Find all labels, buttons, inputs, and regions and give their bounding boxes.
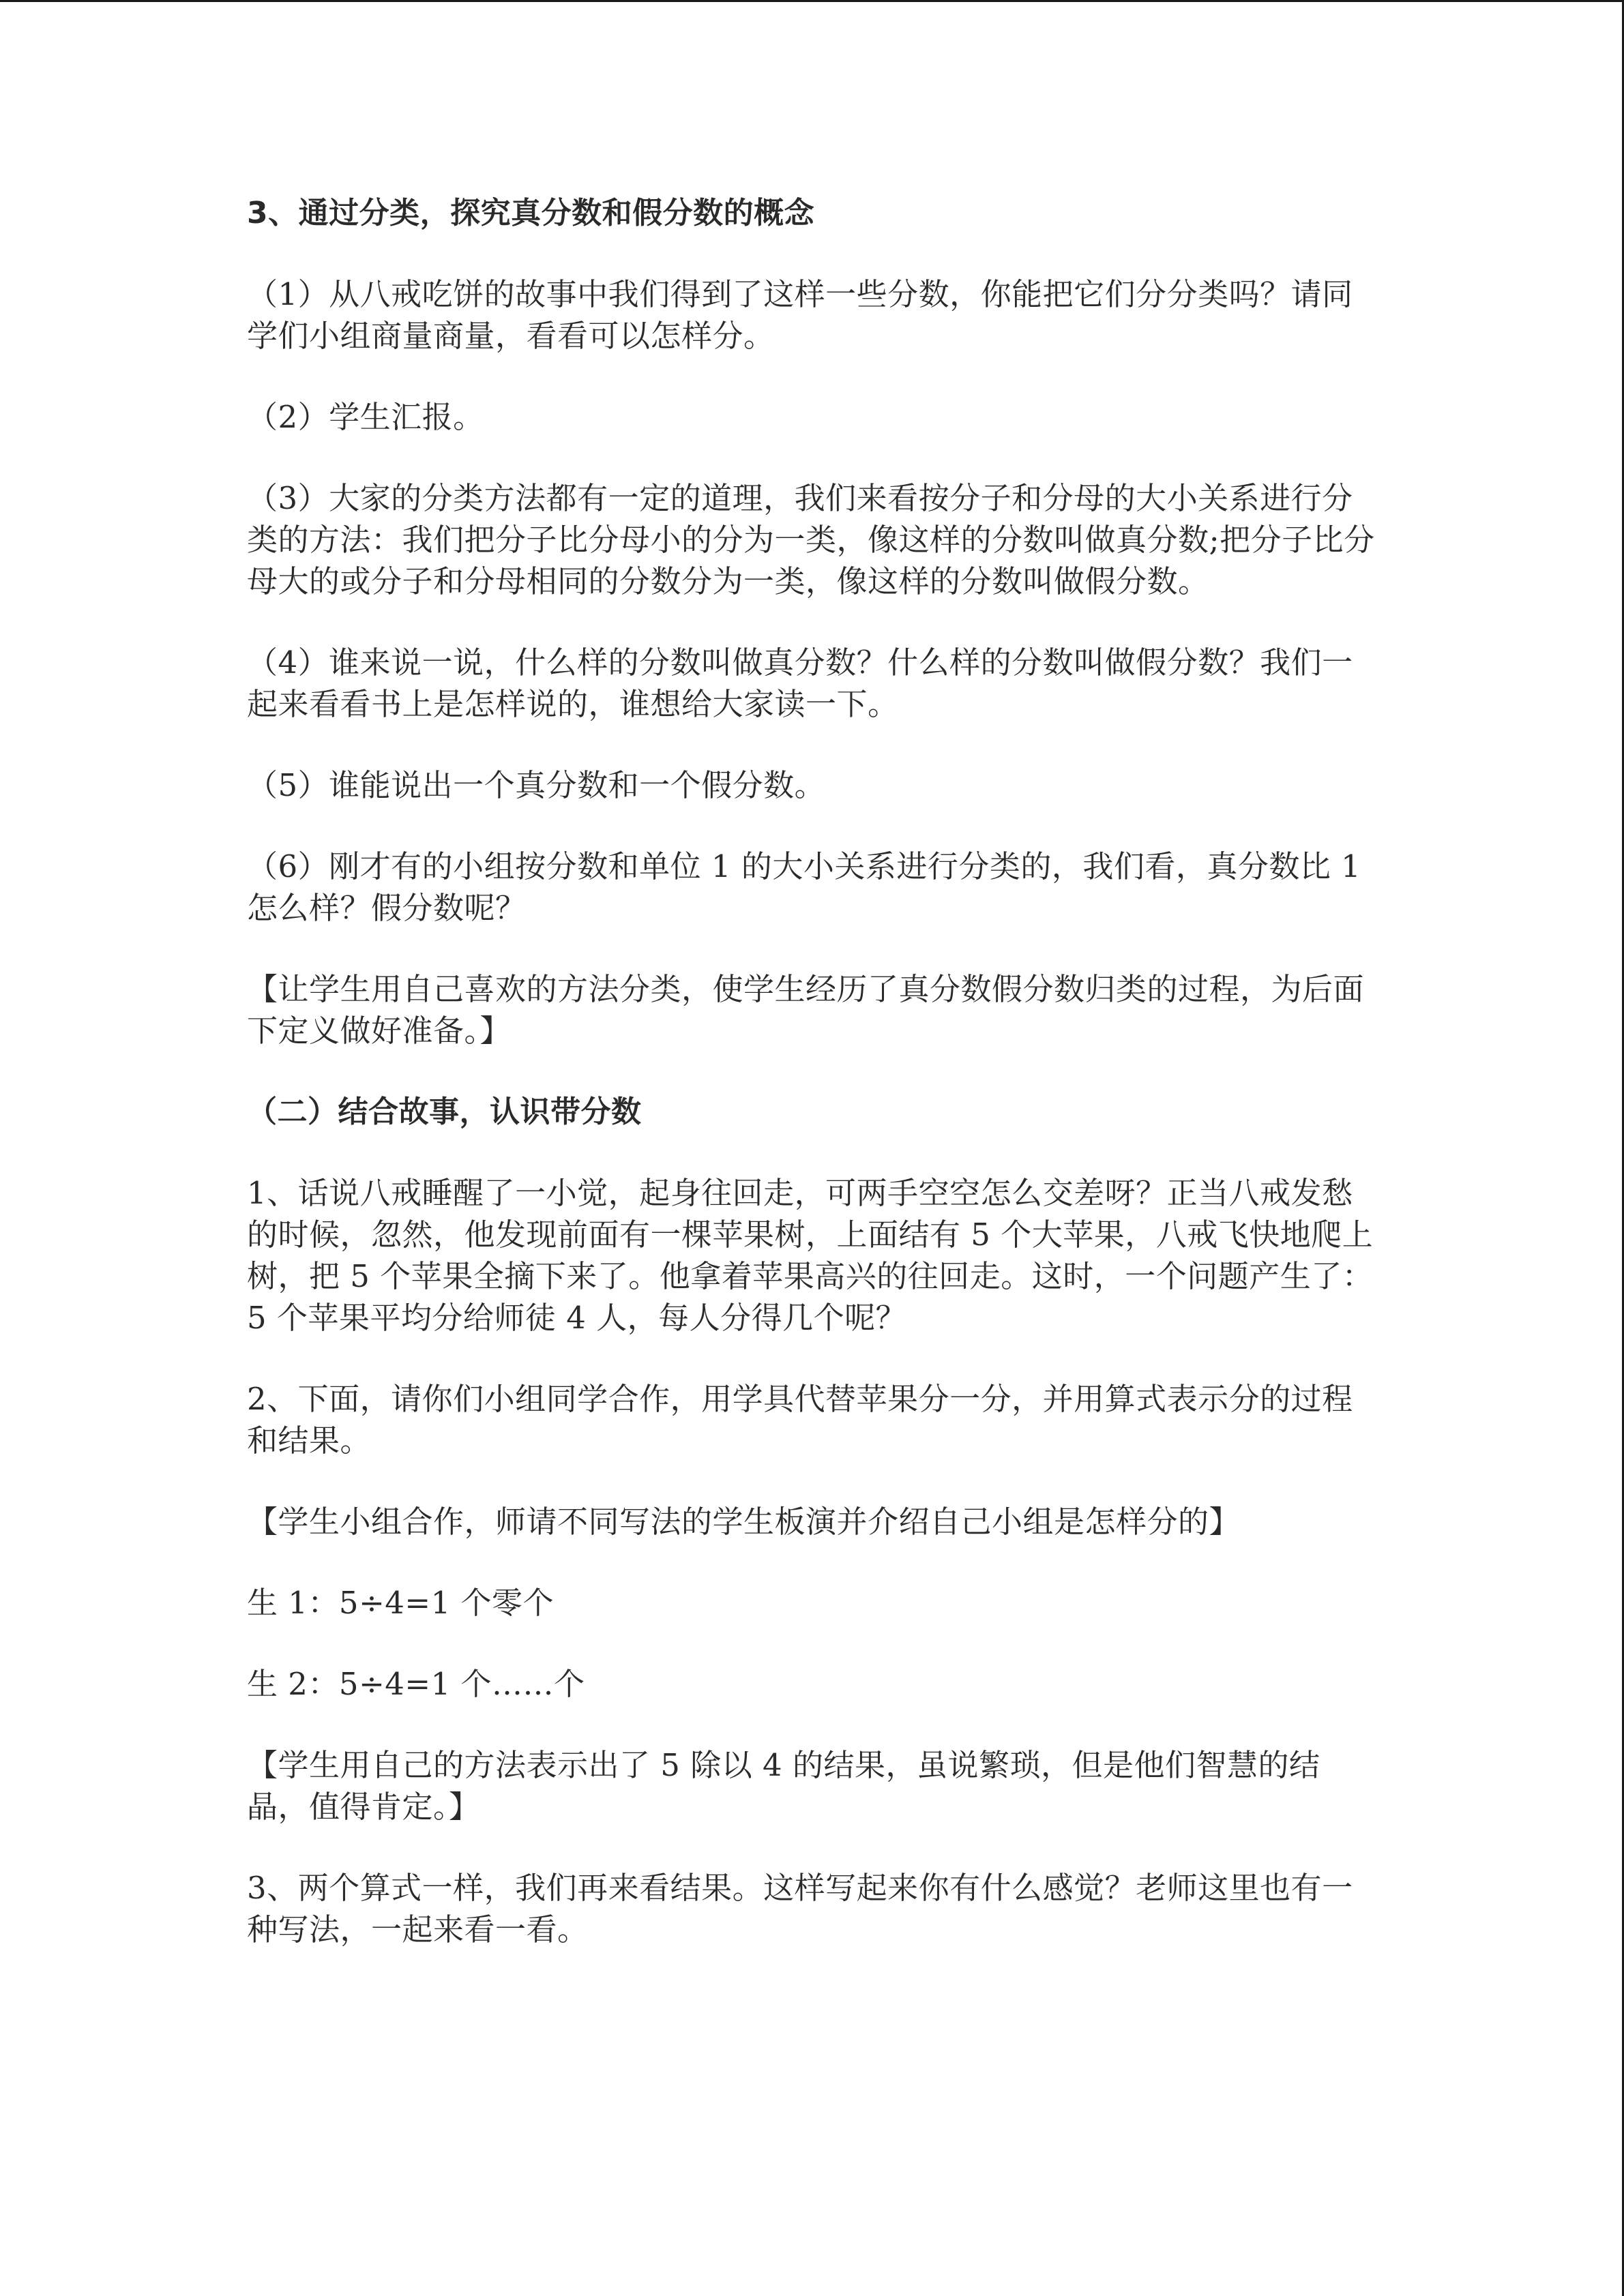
paragraph: （6）刚才有的小组按分数和单位 1 的大小关系进行分类的，我们看，真分数比 1 怎么样？假分数呢？: [247, 848, 1361, 926]
section-heading-3: 3、通过分类，探究真分数和假分数的概念: [247, 196, 815, 230]
teaching-note: 【学生用自己的方法表示出了 5 除以 4 的结果，虽说繁琐，但是他们智慧的结晶，值得肯定。】: [247, 1747, 1320, 1825]
document-body: [247, 192, 1379, 1990]
paragraph: （5）谁能说出一个真分数和一个假分数。: [247, 767, 826, 803]
paragraph: 1、话说八戒睡醒了一小觉，起身往回走，可两手空空怎么交差呀？正当八戒发愁的时候，忽然，他发现前面有一棵苹果树，上面结有 5 个大苹果，八戒飞快地爬上树，把 5 个苹果全摘下来了。他拿着苹果高兴的往回走。这时，一个问题产生了：5 个苹果平均分给师徒 4 人，每人分得几个呢？: [247, 1175, 1374, 1336]
paragraph: （3）大家的分类方法都有一定的道理，我们来看按分子和分母的大小关系进行分类的方法：我们把分子比分母小的分为一类，像这样的分数叫做真分数;把分子比分母大的或分子和分母相同的分数分为一类，像这样的分数叫做假分数。: [247, 480, 1375, 599]
section-heading-2: （二）结合故事，认识带分数: [247, 1094, 642, 1129]
student-answer: 生 2：5÷4=1 个……个: [247, 1666, 585, 1702]
paragraph: 3、两个算式一样，我们再来看结果。这样写起来你有什么感觉？老师这里也有一种写法，一起来看一看。: [247, 1870, 1353, 1948]
paragraph: （4）谁来说一说，什么样的分数叫做真分数？什么样的分数叫做假分数？我们一起来看看书上是怎样说的，谁想给大家读一下。: [247, 644, 1353, 722]
student-answer: 生 1：5÷4=1 个零个: [247, 1585, 555, 1621]
paragraph: 2、下面，请你们小组同学合作，用学具代替苹果分一分，并用算式表示分的过程和结果。: [247, 1381, 1353, 1459]
paragraph: （1）从八戒吃饼的故事中我们得到了这样一些分数，你能把它们分分类吗？请同学们小组商量商量，看看可以怎样分。: [247, 276, 1353, 354]
teaching-note: 【学生小组合作，师请不同写法的学生板演并介绍自己小组是怎样分的】: [247, 1504, 1241, 1540]
teaching-note: 【让学生用自己喜欢的方法分类，使学生经历了真分数假分数归类的过程，为后面下定义做好准备。】: [247, 971, 1365, 1049]
paragraph: （2）学生汇报。: [247, 399, 484, 435]
page-top-border: [0, 0, 1624, 2]
